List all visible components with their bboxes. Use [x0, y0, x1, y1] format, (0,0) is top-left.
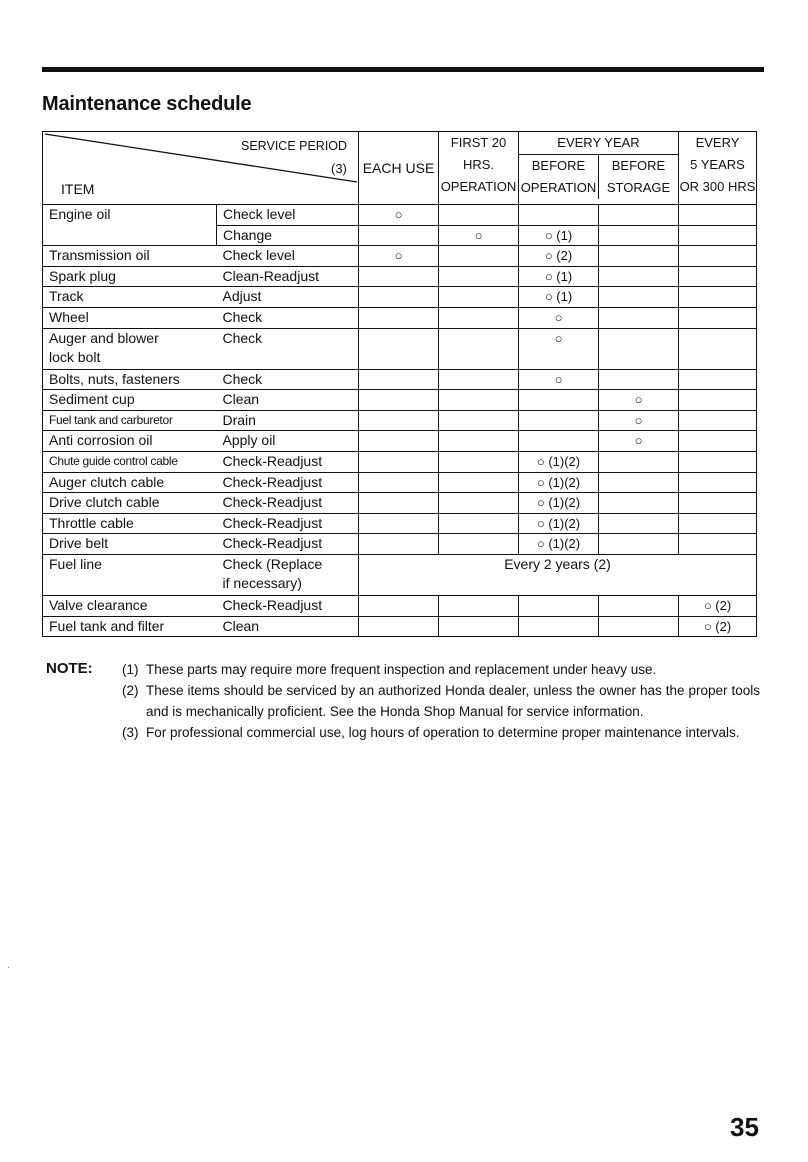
every5-cell — [679, 534, 757, 555]
every-2-years-cell: Every 2 years (2) — [359, 554, 757, 595]
first20-cell — [439, 328, 519, 369]
note-text: For professional commercial use, log hours of operation to determine proper maintenance intervals. — [146, 725, 740, 740]
item-cell: Transmission oil — [43, 246, 217, 267]
before-op-cell — [519, 616, 599, 637]
table-row — [43, 246, 757, 267]
before-op-cell — [519, 410, 599, 431]
before-storage-cell — [599, 266, 679, 287]
before-storage-cell: ○ — [599, 431, 679, 452]
before-storage-cell — [599, 287, 679, 308]
item-label: ITEM — [61, 181, 95, 197]
before-storage-cell — [599, 616, 679, 637]
action-cell: Clean — [217, 390, 359, 411]
each-use-cell — [359, 595, 439, 616]
before-op-cell: ○ — [519, 328, 599, 369]
before-op-cell: ○ (1)(2) — [519, 451, 599, 472]
before-op-cell: ○ (2) — [519, 246, 599, 267]
every5-cell — [679, 431, 757, 452]
action-cell: Check-Readjust — [217, 534, 359, 555]
item-cell: Fuel tank and carburetor — [43, 410, 217, 431]
every5-cell — [679, 266, 757, 287]
each-use-cell — [359, 616, 439, 637]
table-row — [43, 595, 757, 616]
page-number: 35 — [730, 1112, 759, 1142]
first20-line2: HRS. — [462, 157, 495, 172]
first20-cell — [439, 534, 519, 555]
item-cell: Drive belt — [43, 534, 217, 555]
before-op-line2: OPERATION — [520, 180, 597, 195]
note-text: These parts may require more frequent inspection and replacement under heavy use. — [146, 662, 657, 677]
item-cell: Track — [43, 287, 217, 308]
note-text: These items should be serviced by an authorized Honda dealer, unless the owner has the proper tools and is mechanically proficient. See the Honda Shop Manual for service information. — [146, 683, 760, 719]
action-cell — [217, 554, 359, 595]
table-row — [43, 493, 757, 514]
table-row — [43, 616, 757, 637]
before-op-cell: ○ (1)(2) — [519, 534, 599, 555]
item-cell — [43, 328, 217, 369]
each-use-cell — [359, 390, 439, 411]
action-cell: Check-Readjust — [217, 493, 359, 514]
action-line1: Check (Replace — [222, 555, 323, 572]
note-number: (2) — [122, 683, 139, 698]
every5-cell — [679, 328, 757, 369]
every5-cell — [679, 287, 757, 308]
item-cell: Spark plug — [43, 266, 217, 287]
every5-cell — [679, 390, 757, 411]
table-row — [43, 328, 757, 369]
each-use-cell — [359, 431, 439, 452]
each-use-cell — [359, 328, 439, 369]
header-item-service-period — [43, 132, 359, 205]
every5-cell — [679, 246, 757, 267]
action-cell: Change — [217, 225, 359, 246]
before-storage-cell — [599, 205, 679, 226]
header-before-operation — [519, 155, 599, 200]
before-op-cell: ○ (1) — [519, 266, 599, 287]
before-storage-cell — [599, 307, 679, 328]
before-storage-cell — [599, 513, 679, 534]
action-cell: Clean-Readjust — [217, 266, 359, 287]
before-storage-line2: STORAGE — [606, 180, 671, 195]
every5-line3: OR 300 HRS — [679, 179, 756, 194]
item-cell: Fuel tank and filter — [43, 616, 217, 637]
table-row — [43, 205, 757, 226]
note-item — [122, 659, 760, 680]
before-op-cell: ○ (1)(2) — [519, 472, 599, 493]
first20-cell — [439, 595, 519, 616]
table-row — [43, 287, 757, 308]
header-every-5-years — [679, 132, 757, 205]
action-cell: Check — [217, 307, 359, 328]
each-use-cell — [359, 493, 439, 514]
action-cell: Check-Readjust — [217, 472, 359, 493]
page-title: Maintenance schedule — [42, 93, 252, 115]
action-cell: Check-Readjust — [217, 513, 359, 534]
note-item — [122, 680, 760, 722]
maintenance-schedule-table — [42, 131, 757, 637]
table-row — [43, 410, 757, 431]
first20-cell — [439, 451, 519, 472]
before-storage-line1: BEFORE — [611, 158, 666, 173]
before-storage-cell — [599, 246, 679, 267]
before-storage-cell: ○ — [599, 390, 679, 411]
action-cell: Adjust — [217, 287, 359, 308]
item-cell: Wheel — [43, 307, 217, 328]
first20-cell — [439, 410, 519, 431]
action-cell: Check level — [217, 205, 359, 226]
item-cell: Valve clearance — [43, 595, 217, 616]
each-use-cell — [359, 472, 439, 493]
each-use-cell — [359, 369, 439, 390]
table-row — [43, 369, 757, 390]
table-row — [43, 451, 757, 472]
before-op-cell: ○ (1) — [519, 287, 599, 308]
first20-cell — [439, 513, 519, 534]
before-op-cell: ○ (1) — [519, 225, 599, 246]
table-row — [43, 513, 757, 534]
every5-cell — [679, 493, 757, 514]
every5-cell — [679, 472, 757, 493]
every5-cell — [679, 451, 757, 472]
before-op-cell — [519, 431, 599, 452]
before-op-cell — [519, 390, 599, 411]
item-line2: lock bolt — [49, 348, 101, 365]
before-storage-cell — [599, 595, 679, 616]
first20-cell — [439, 493, 519, 514]
item-cell: Drive clutch cable — [43, 493, 217, 514]
item-cell: Engine oil — [43, 205, 217, 246]
first20-cell — [439, 205, 519, 226]
table-row — [43, 534, 757, 555]
table-row — [43, 266, 757, 287]
item-line1: Auger and blower — [49, 329, 159, 346]
before-storage-cell — [599, 472, 679, 493]
every5-cell: ○ (2) — [679, 616, 757, 637]
before-storage-cell — [599, 534, 679, 555]
action-cell: Check level — [217, 246, 359, 267]
first20-line1: FIRST 20 — [450, 135, 507, 150]
action-cell: Check-Readjust — [217, 451, 359, 472]
item-cell: Sediment cup — [43, 390, 217, 411]
before-storage-cell — [599, 369, 679, 390]
before-storage-cell: ○ — [599, 410, 679, 431]
note-label: NOTE: — [46, 660, 93, 677]
header-every-year — [519, 132, 679, 205]
before-op-cell: ○ — [519, 307, 599, 328]
table-row — [43, 431, 757, 452]
action-cell: Check — [217, 328, 359, 369]
before-op-cell — [519, 595, 599, 616]
item-cell: Fuel line — [43, 554, 217, 595]
action-line2: if necessary) — [222, 574, 302, 591]
item-cell: Throttle cable — [43, 513, 217, 534]
every5-line1: EVERY — [695, 135, 740, 150]
note-number: (1) — [122, 662, 139, 677]
before-storage-cell — [599, 493, 679, 514]
notes-section — [122, 659, 760, 743]
item-cell: Bolts, nuts, fasteners — [43, 369, 217, 390]
header-row — [43, 132, 757, 205]
service-period-label: SERVICE PERIOD — [241, 139, 348, 153]
each-use-cell — [359, 225, 439, 246]
top-rule — [42, 67, 764, 72]
note-number: (3) — [122, 725, 139, 740]
first20-cell — [439, 246, 519, 267]
each-use-cell — [359, 410, 439, 431]
first20-cell: ○ — [439, 225, 519, 246]
action-cell: Clean — [217, 616, 359, 637]
each-use-cell — [359, 534, 439, 555]
table-row — [43, 554, 757, 595]
first20-cell — [439, 369, 519, 390]
table-row — [43, 472, 757, 493]
action-cell: Check — [217, 369, 359, 390]
service-period-note: (3) — [331, 161, 347, 176]
before-storage-cell — [599, 328, 679, 369]
action-cell: Check-Readjust — [217, 595, 359, 616]
every5-cell — [679, 307, 757, 328]
before-op-cell — [519, 205, 599, 226]
first20-cell — [439, 390, 519, 411]
before-op-cell: ○ — [519, 369, 599, 390]
every5-line2: 5 YEARS — [690, 157, 745, 172]
note-item — [122, 722, 760, 743]
first20-line3: OPERATION — [440, 179, 517, 194]
first20-cell — [439, 431, 519, 452]
before-storage-cell — [599, 225, 679, 246]
every5-cell — [679, 410, 757, 431]
header-before-storage — [599, 155, 679, 200]
first20-cell — [439, 472, 519, 493]
every5-cell — [679, 225, 757, 246]
each-use-cell — [359, 307, 439, 328]
each-use-cell — [359, 266, 439, 287]
item-cell: Auger clutch cable — [43, 472, 217, 493]
each-use-cell: ○ — [359, 246, 439, 267]
before-storage-cell — [599, 451, 679, 472]
every5-cell: ○ (2) — [679, 595, 757, 616]
each-use-cell: ○ — [359, 205, 439, 226]
header-each-use: EACH USE — [359, 132, 439, 205]
before-op-line1: BEFORE — [531, 158, 586, 173]
first20-cell — [439, 266, 519, 287]
first20-cell — [439, 307, 519, 328]
table-row — [43, 307, 757, 328]
speck — [8, 967, 9, 968]
action-cell: Drain — [217, 410, 359, 431]
every-year-label: EVERY YEAR — [519, 132, 678, 155]
before-op-cell: ○ (1)(2) — [519, 493, 599, 514]
every5-cell — [679, 205, 757, 226]
first20-cell — [439, 287, 519, 308]
every5-cell — [679, 513, 757, 534]
action-cell: Apply oil — [217, 431, 359, 452]
each-use-cell — [359, 513, 439, 534]
every5-cell — [679, 369, 757, 390]
item-cell: Anti corrosion oil — [43, 431, 217, 452]
item-cell: Chute guide control cable — [43, 451, 217, 472]
table-row — [43, 390, 757, 411]
each-use-cell — [359, 451, 439, 472]
first20-cell — [439, 616, 519, 637]
each-use-cell — [359, 287, 439, 308]
before-op-cell: ○ (1)(2) — [519, 513, 599, 534]
header-first-20 — [439, 132, 519, 205]
